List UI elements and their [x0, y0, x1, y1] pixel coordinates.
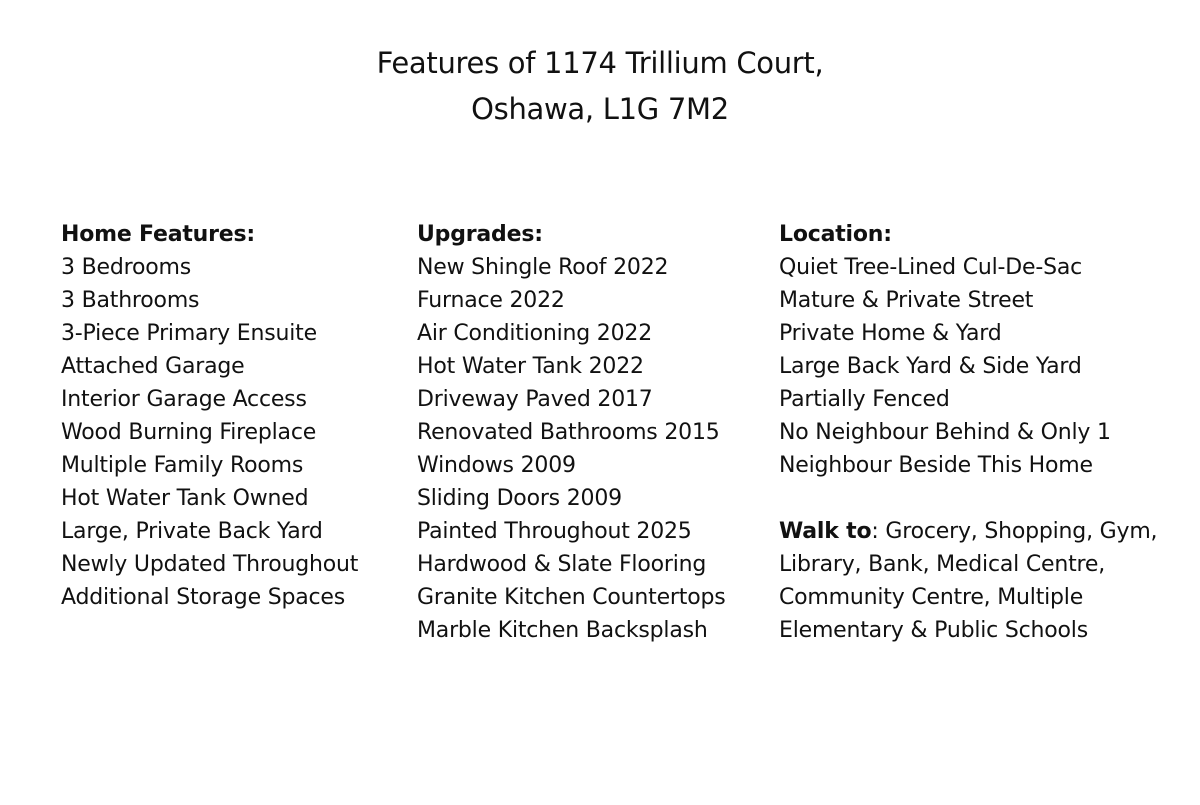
walk-to-destinations: : Grocery, Shopping, Gym, — [871, 519, 1158, 544]
list-item: Sliding Doors 2009 — [417, 486, 622, 511]
list-item: Partially Fenced — [779, 387, 950, 412]
list-item: Interior Garage Access — [61, 387, 307, 412]
list-item: Large, Private Back Yard — [61, 519, 323, 544]
title-line-1: Features of 1174 Trillium Court, — [376, 46, 824, 80]
list-item: Renovated Bathrooms 2015 — [417, 420, 720, 445]
list-item: Multiple Family Rooms — [61, 453, 304, 478]
list-item: No Neighbour Behind & Only 1 — [779, 420, 1111, 445]
list-item: Wood Burning Fireplace — [61, 420, 317, 445]
home-features-column — [61, 218, 358, 614]
upgrades-heading: Upgrades: — [417, 222, 543, 247]
list-item: Large Back Yard & Side Yard — [779, 354, 1082, 379]
walk-to-line: Library, Bank, Medical Centre, — [779, 552, 1105, 577]
location-heading: Location: — [779, 222, 892, 247]
list-item: Attached Garage — [61, 354, 245, 379]
list-item: Hot Water Tank 2022 — [417, 354, 644, 379]
upgrades-column — [417, 218, 726, 647]
list-item: Windows 2009 — [417, 453, 576, 478]
walk-to-line: Community Centre, Multiple — [779, 585, 1084, 610]
title-line-2: Oshawa, L1G 7M2 — [471, 92, 729, 126]
list-item: Private Home & Yard — [779, 321, 1002, 346]
walk-to-label: Walk to — [779, 519, 872, 544]
list-item: Air Conditioning 2022 — [417, 321, 652, 346]
list-item: Painted Throughout 2025 — [417, 519, 692, 544]
list-item: Driveway Paved 2017 — [417, 387, 653, 412]
section-spacer — [779, 482, 1157, 515]
list-item: Hot Water Tank Owned — [61, 486, 309, 511]
list-item: New Shingle Roof 2022 — [417, 255, 669, 280]
list-item: Quiet Tree-Lined Cul-De-Sac — [779, 255, 1083, 280]
list-item: Granite Kitchen Countertops — [417, 585, 726, 610]
list-item: Newly Updated Throughout — [61, 552, 359, 577]
list-item: Mature & Private Street — [779, 288, 1034, 313]
list-item: 3-Piece Primary Ensuite — [61, 321, 317, 346]
list-item: Furnace 2022 — [417, 288, 565, 313]
location-column — [779, 218, 1157, 647]
list-item: Hardwood & Slate Flooring — [417, 552, 707, 577]
home-features-heading: Home Features: — [61, 222, 255, 247]
list-item: Marble Kitchen Backsplash — [417, 618, 708, 643]
walk-to-line: Elementary & Public Schools — [779, 618, 1088, 643]
list-item: Neighbour Beside This Home — [779, 453, 1093, 478]
list-item: Additional Storage Spaces — [61, 585, 346, 610]
page-title — [0, 40, 1200, 132]
list-item: 3 Bedrooms — [61, 255, 191, 280]
walk-to-line — [779, 515, 1157, 548]
list-item: 3 Bathrooms — [61, 288, 200, 313]
